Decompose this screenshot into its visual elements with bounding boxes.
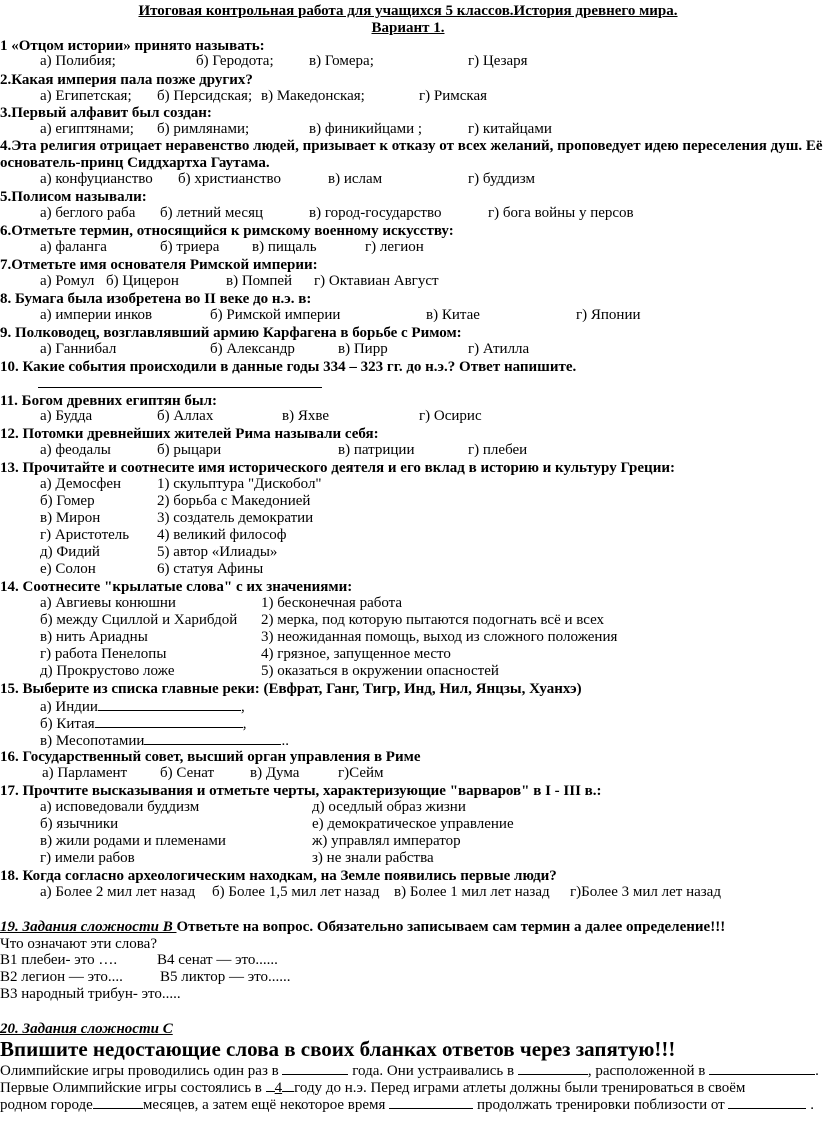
q8-option-d: г) Японии bbox=[576, 307, 641, 323]
q3-option-a: а) египтянами; bbox=[40, 121, 134, 137]
q7-option-b: б) Цицерон bbox=[106, 273, 179, 289]
question-12: 12. Потомки древнейших жителей Рима называли себя: bbox=[0, 426, 379, 442]
q13-right-2: 2) борьба с Македонией bbox=[157, 493, 311, 509]
q19-b3: В3 народный трибун- это..... bbox=[0, 986, 181, 1002]
q19-instruction: Ответьте на вопрос. Обязательно записываем сам термин а далее определение!!! bbox=[176, 919, 726, 935]
q5-option-b: б) летний месяц bbox=[160, 205, 264, 221]
q15-end-china: , bbox=[242, 716, 247, 732]
q15-blank-mesopotamia[interactable] bbox=[144, 731, 281, 745]
q16-option-d: г)Сейм bbox=[338, 765, 384, 781]
q20-l3-part-b: месяцев, а затем ещё некоторое время bbox=[142, 1097, 390, 1113]
question-7: 7.Отметьте имя основателя Римской империи: bbox=[0, 257, 318, 273]
q13-left-a: а) Демосфен bbox=[40, 476, 122, 492]
q19-b2: В2 легион — это.... bbox=[0, 969, 123, 985]
q15-label-china: б) Китая bbox=[40, 716, 95, 732]
q17-left-a: а) исповедовали буддизм bbox=[40, 799, 200, 815]
q20-blank-frequency[interactable] bbox=[282, 1061, 348, 1075]
worksheet-title: Итоговая контрольная работа для учащихся 5 классов.История древнего мира. bbox=[138, 3, 678, 19]
q15-end-india: , bbox=[240, 699, 245, 715]
q20-blank-months[interactable] bbox=[93, 1095, 143, 1109]
q14-right-2: 2) мерка, под которую пытаются подогнать всё и всех bbox=[261, 612, 605, 628]
q12-option-c: в) патриции bbox=[338, 442, 415, 458]
q2-option-b: б) Персидская; bbox=[157, 88, 253, 104]
q18-option-b: б) Более 1,5 мил лет назад bbox=[212, 884, 380, 900]
q20-l3-part-c: продолжать тренировки поблизости от bbox=[473, 1097, 729, 1113]
q6-option-d: г) легион bbox=[365, 239, 424, 255]
q12-option-d: г) плебеи bbox=[468, 442, 528, 458]
q12-option-a: а) феодалы bbox=[40, 442, 111, 458]
q17-right-e: е) демократическое управление bbox=[312, 816, 514, 832]
q17-left-c: в) жили родами и племенами bbox=[40, 833, 226, 849]
q1-option-c: в) Гомера; bbox=[309, 53, 374, 69]
q5-option-d: г) бога войны у персов bbox=[488, 205, 634, 221]
q17-right-d: д) оседлый образ жизни bbox=[312, 799, 466, 815]
q20-l2-part-b: году до н.э. Перед играми атлеты должны были тренироваться в своём bbox=[294, 1080, 746, 1096]
q14-right-3: 3) неожиданная помощь, выход из сложного положения bbox=[261, 629, 618, 645]
q15-end-mesopotamia: .. bbox=[281, 733, 289, 749]
q17-left-d: г) имели рабов bbox=[40, 850, 135, 866]
q20-blank-time[interactable] bbox=[389, 1095, 473, 1109]
q20-l1-part-c: , расположенной в bbox=[587, 1063, 710, 1079]
q16-option-c: в) Дума bbox=[250, 765, 300, 781]
q13-left-f: е) Солон bbox=[40, 561, 96, 577]
q4-option-a: а) конфуцианство bbox=[40, 171, 153, 187]
q6-option-c: в) пищаль bbox=[252, 239, 317, 255]
q15-blank-india[interactable] bbox=[98, 697, 241, 711]
q13-right-4: 4) великий философ bbox=[157, 527, 287, 543]
q14-left-d: г) работа Пенелопы bbox=[40, 646, 167, 662]
q6-option-a: а) фаланга bbox=[40, 239, 107, 255]
q14-right-5: 5) оказаться в окружении опасностей bbox=[261, 663, 499, 679]
question-2: 2.Какая империя пала позже других? bbox=[0, 72, 253, 88]
q11-option-c: в) Яхве bbox=[282, 408, 329, 424]
q3-option-c: в) финикийцами ; bbox=[309, 121, 423, 137]
question-1: 1 «Отцом истории» принято называть: bbox=[0, 38, 265, 54]
q4-option-c: в) ислам bbox=[328, 171, 383, 187]
question-3: 3.Первый алфавит был создан: bbox=[0, 105, 212, 121]
q11-option-b: б) Аллах bbox=[157, 408, 214, 424]
q3-option-b: б) римлянами; bbox=[157, 121, 250, 137]
q20-year-number[interactable]: 4 bbox=[274, 1080, 283, 1096]
q20-l1-part-b: года. Они устраивались в bbox=[348, 1063, 518, 1079]
question-9: 9. Полководец, возглавлявший армию Карфагена в борьбе с Римом: bbox=[0, 325, 462, 341]
q20-instruction: Впишите недостающие слова в своих бланках ответов через запятую!!! bbox=[0, 1037, 676, 1061]
variant-label: Вариант 1. bbox=[371, 20, 445, 36]
q16-option-a: а) Парламент bbox=[42, 765, 128, 781]
q19-label: 19. Задания сложности В bbox=[0, 919, 177, 935]
q11-option-d: г) Осирис bbox=[419, 408, 482, 424]
q14-left-e: д) Прокрустово ложе bbox=[40, 663, 175, 679]
q17-right-zh: ж) управлял император bbox=[312, 833, 461, 849]
q20-l3-part-d: . bbox=[806, 1097, 814, 1113]
question-11: 11. Богом древних египтян был: bbox=[0, 393, 217, 409]
q11-option-a: а) Будда bbox=[40, 408, 93, 424]
q8-option-b: б) Римской империи bbox=[210, 307, 341, 323]
q20-blank-year-pre[interactable] bbox=[266, 1078, 275, 1092]
q13-left-d: г) Аристотель bbox=[40, 527, 130, 543]
q1-option-b: б) Геродота; bbox=[196, 53, 274, 69]
q20-blank-place[interactable] bbox=[518, 1061, 588, 1075]
question-4-line-2: основатель-принц Сиддхартха Гаутама. bbox=[0, 155, 270, 171]
q12-option-b: б) рыцари bbox=[157, 442, 222, 458]
q18-option-a: а) Более 2 мил лет назад bbox=[40, 884, 196, 900]
q9-option-d: г) Атилла bbox=[468, 341, 530, 357]
q20-line-1 bbox=[0, 1061, 819, 1079]
q14-right-4: 4) грязное, запущенное место bbox=[261, 646, 451, 662]
question-13: 13. Прочитайте и соотнесите имя исторического деятеля и его вклад в историю и культуру Греции: bbox=[0, 460, 675, 476]
q19-question: Что означают эти слова? bbox=[0, 936, 157, 952]
q19-b4: В4 сенат — это...... bbox=[157, 952, 278, 968]
q13-left-b: б) Гомер bbox=[40, 493, 95, 509]
q17-left-b: б) язычники bbox=[40, 816, 119, 832]
q2-option-a: а) Египетская; bbox=[40, 88, 132, 104]
q3-option-d: г) китайцами bbox=[468, 121, 552, 137]
question-5: 5.Полисом называли: bbox=[0, 189, 147, 205]
q16-option-b: б) Сенат bbox=[160, 765, 215, 781]
q7-option-c: в) Помпей bbox=[226, 273, 293, 289]
question-10: 10. Какие события происходили в данные годы 334 – 323 гг. до н.э.? Ответ напишите. bbox=[0, 359, 577, 375]
q13-left-e: д) Фидий bbox=[40, 544, 100, 560]
q4-option-d: г) буддизм bbox=[468, 171, 536, 187]
q17-right-z: з) не знали рабства bbox=[312, 850, 434, 866]
q20-blank-year-post[interactable] bbox=[282, 1078, 294, 1092]
q14-left-c: в) нить Ариадны bbox=[40, 629, 148, 645]
q15-label-india: а) Индии bbox=[40, 699, 98, 715]
q13-right-6: 6) статуя Афины bbox=[157, 561, 264, 577]
q20-line-2 bbox=[0, 1078, 745, 1096]
q15-blank-china[interactable] bbox=[95, 714, 243, 728]
q20-l3-part-a: родном городе bbox=[0, 1097, 93, 1113]
q4-option-b: б) христианство bbox=[178, 171, 282, 187]
q10-answer-blank[interactable] bbox=[38, 387, 322, 388]
question-4-line-1: 4.Эта религия отрицает неравенство людей, призывает к отказу от всех желаний, проповедует идею переселения душ. Её bbox=[0, 138, 823, 154]
q13-right-3: 3) создатель демократии bbox=[157, 510, 314, 526]
q13-right-5: 5) автор «Илиады» bbox=[157, 544, 278, 560]
q8-option-a: а) империи инков bbox=[40, 307, 153, 323]
q18-option-c: в) Более 1 мил лет назад bbox=[394, 884, 550, 900]
q13-right-1: 1) скульптура "Дискобол" bbox=[157, 476, 322, 492]
question-17: 17. Прочтите высказывания и отметьте черты, характеризующие "варваров" в I - III в.: bbox=[0, 783, 602, 799]
q9-option-c: в) Пирр bbox=[338, 341, 388, 357]
q8-option-c: в) Китае bbox=[426, 307, 480, 323]
q2-option-d: г) Римская bbox=[419, 88, 488, 104]
q7-option-a: а) Ромул bbox=[40, 273, 95, 289]
q14-left-a: а) Авгиевы конюшни bbox=[40, 595, 176, 611]
q6-option-b: б) триера bbox=[160, 239, 220, 255]
question-14: 14. Соотнесите "крылатые слова" с их значениями: bbox=[0, 579, 353, 595]
q14-right-1: 1) бесконечная работа bbox=[261, 595, 403, 611]
question-19 bbox=[0, 918, 725, 936]
q20-line-3 bbox=[0, 1095, 814, 1113]
q20-l1-part-d: . bbox=[815, 1063, 819, 1079]
q20-label: 20. Задания сложности С bbox=[0, 1021, 173, 1037]
question-15: 15. Выберите из списка главные реки: (Евфрат, Ганг, Тигр, Инд, Нил, Янцзы, Хуанхэ) bbox=[0, 681, 582, 697]
q18-option-d: г)Более 3 мил лет назад bbox=[570, 884, 721, 900]
question-8: 8. Бумага была изобретена во II веке до н.э. в: bbox=[0, 291, 312, 307]
q7-option-d: г) Октавиан Август bbox=[314, 273, 439, 289]
q15-label-mesopotamia: в) Месопотамии bbox=[40, 733, 145, 749]
question-6: 6.Отметьте термин, относящийся к римскому военному искусству: bbox=[0, 223, 454, 239]
q14-left-b: б) между Сциллой и Харибдой bbox=[40, 612, 238, 628]
q20-l2-part-a: Первые Олимпийские игры состоялись в bbox=[0, 1080, 266, 1096]
q20-l1-part-a: Олимпийские игры проводились один раз в bbox=[0, 1063, 283, 1079]
question-18: 18. Когда согласно археологическим находкам, на Земле появились первые люди? bbox=[0, 868, 557, 884]
q19-b1: В1 плебеи- это …. bbox=[0, 952, 118, 968]
q9-option-b: б) Александр bbox=[210, 341, 295, 357]
q2-option-c: в) Македонская; bbox=[261, 88, 365, 104]
q9-option-a: а) Ганнибал bbox=[40, 341, 117, 357]
q5-option-c: в) город-государство bbox=[309, 205, 442, 221]
q19-b5: В5 ликтор — это...... bbox=[160, 969, 291, 985]
q20-blank-region[interactable] bbox=[709, 1061, 815, 1075]
q5-option-a: а) беглого раба bbox=[40, 205, 136, 221]
q1-option-a: а) Полибия; bbox=[40, 53, 116, 69]
q1-option-d: г) Цезаря bbox=[468, 53, 528, 69]
q20-blank-near[interactable] bbox=[728, 1095, 806, 1109]
q13-left-c: в) Мирон bbox=[40, 510, 101, 526]
question-16: 16. Государственный совет, высший орган управления в Риме bbox=[0, 749, 421, 765]
